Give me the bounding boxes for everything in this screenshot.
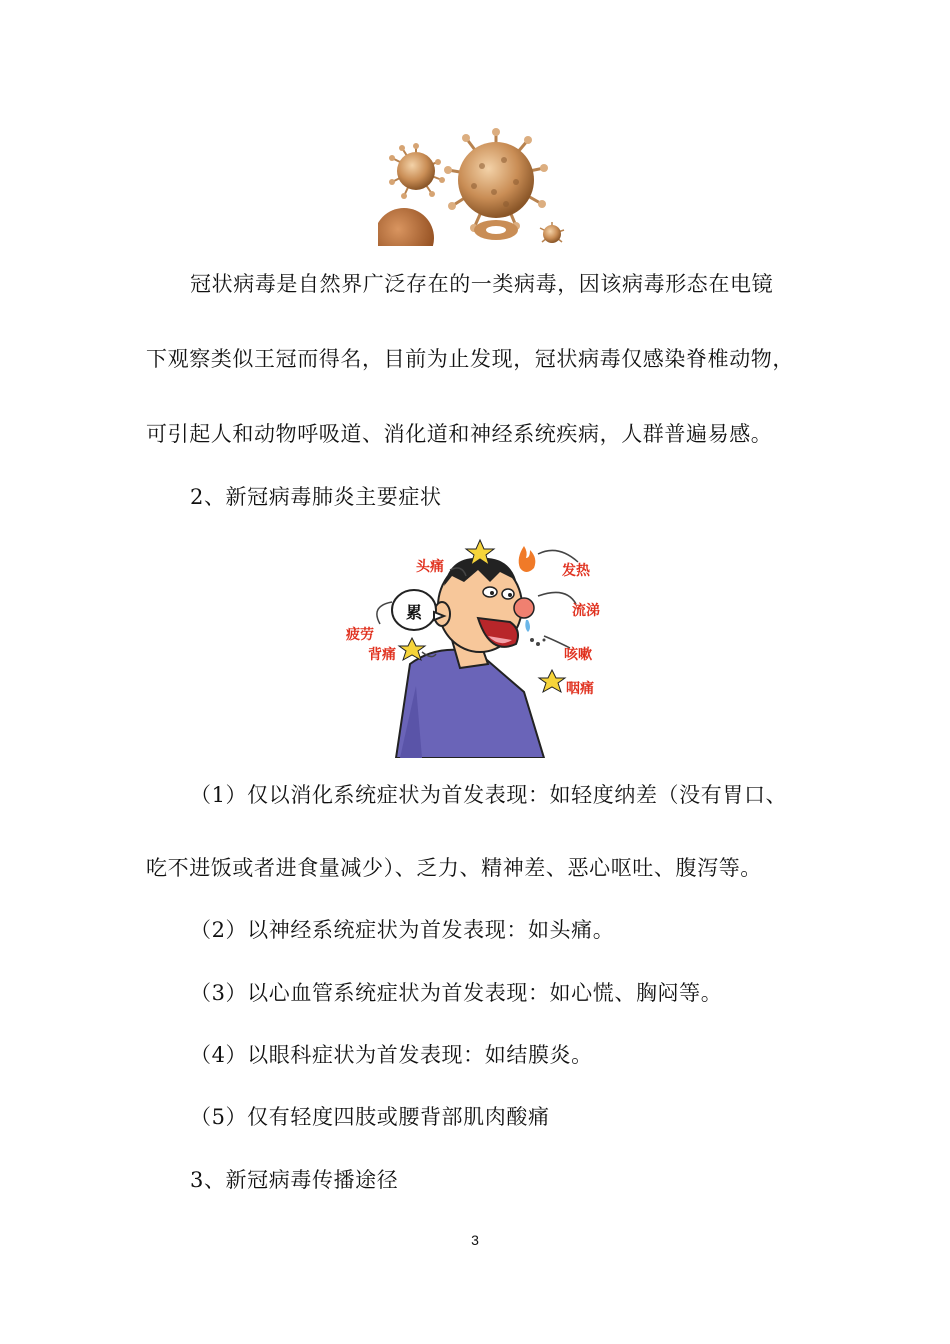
label-back-pain: 背痛 bbox=[368, 647, 396, 663]
symptom-item-1-line-2: 吃不进饭或者进食量减少）、乏力、精神差、恶心呕吐、腹泻等。 bbox=[146, 856, 762, 880]
symptom-item-2: （2）以神经系统症状为首发表现：如头痛。 bbox=[190, 918, 615, 942]
section-2-heading: 2、新冠病毒肺炎主要症状 bbox=[190, 485, 442, 509]
section-3-heading: 3、新冠病毒传播途径 bbox=[190, 1168, 399, 1192]
symptom-item-3: （3）以心血管系统症状为首发表现：如心慌、胸闷等。 bbox=[190, 981, 723, 1005]
intro-line-3: 可引起人和动物呼吸道、消化道和神经系统疾病，人群普遍易感。 bbox=[146, 422, 773, 446]
label-sore-throat: 咽痛 bbox=[566, 681, 594, 697]
label-tired: 累 bbox=[406, 603, 423, 622]
symptom-item-5: （5）仅有轻度四肢或腰背部肌肉酸痛 bbox=[190, 1105, 550, 1129]
coronavirus-image bbox=[376, 126, 572, 246]
label-runny-nose: 流涕 bbox=[572, 603, 600, 619]
label-cough: 咳嗽 bbox=[564, 647, 592, 663]
label-fatigue: 疲劳 bbox=[346, 627, 374, 643]
symptom-labels bbox=[340, 536, 620, 758]
page-number: 3 bbox=[471, 1232, 479, 1248]
label-headache: 头痛 bbox=[416, 559, 444, 575]
intro-line-1: 冠状病毒是自然界广泛存在的一类病毒，因该病毒形态在电镜 bbox=[190, 272, 774, 296]
symptom-item-1-line-1: （1）仅以消化系统症状为首发表现：如轻度纳差（没有胃口、 bbox=[190, 783, 788, 807]
label-fever: 发热 bbox=[562, 563, 590, 579]
symptom-item-4: （4）以眼科症状为首发表现：如结膜炎。 bbox=[190, 1043, 593, 1067]
intro-line-2: 下观察类似王冠而得名，目前为止发现，冠状病毒仅感染脊椎动物， bbox=[146, 347, 794, 371]
